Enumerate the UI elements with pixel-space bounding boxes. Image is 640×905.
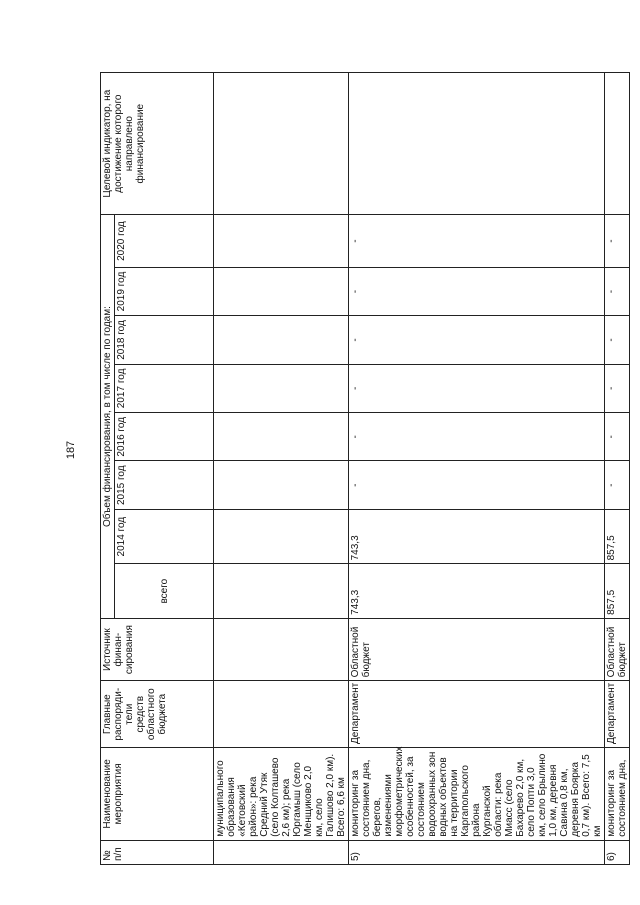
header-managers: Главные распоряди-тели средств областного бюджета: [101, 681, 214, 748]
row-num: 6): [605, 840, 630, 864]
row-2015: [214, 461, 349, 509]
header-2014: 2014 год: [115, 509, 214, 563]
row-2014: 743,3: [349, 509, 605, 563]
row-manager: Департамент: [605, 681, 630, 748]
row-2020: -: [349, 215, 605, 268]
table-frame: [100, 72, 628, 865]
header-row-1: [101, 73, 115, 865]
header-total: всего: [115, 564, 214, 618]
row-2019: -: [349, 267, 605, 315]
header-name: Наименование мероприятия: [101, 747, 214, 840]
row-2019: -: [605, 267, 630, 315]
row-num: 5): [349, 840, 605, 864]
row-2017: -: [605, 364, 630, 412]
row-2018: -: [605, 316, 630, 364]
table-row: [605, 73, 630, 865]
header-2020: 2020 год: [115, 215, 214, 268]
header-2019: 2019 год: [115, 267, 214, 315]
row-2016: -: [605, 413, 630, 461]
row-name: мониторинг за состоянием дна,: [605, 747, 630, 840]
row-total: [214, 564, 349, 618]
row-2016: [214, 413, 349, 461]
row-num: [214, 840, 349, 864]
row-2015: -: [349, 461, 605, 509]
row-name: муниципального образования «Кетовский район»: река Средний Утяк (село Колташево 2,6 км); река Юргамыш (село Менщиково 2,0 км, село Галишово 2,0 км). Всего: 6,6 км: [214, 747, 349, 840]
row-2020: [214, 215, 349, 268]
header-2018: 2018 год: [115, 316, 214, 364]
row-source: [214, 618, 349, 681]
row-2014: 857,5: [605, 509, 630, 563]
header-2016: 2016 год: [115, 413, 214, 461]
header-2017: 2017 год: [115, 364, 214, 412]
header-volume: Объем финансирования, в том числе по годам:: [101, 215, 115, 619]
row-name: мониторинг за состоянием дна, берегов, изменениями морфометрических особенностей, за состоянием водоохранных зон водных объектов на территории Каргапольского района Курганской области: река Миасс (село Бахарево 2,0 км, село Попти 3,0 км, село Брылино 1,0 км, деревня Савина 0,8 км, деревня Боярка 0,7 км). Всего: 7,5 км: [349, 747, 605, 840]
financing-table: [100, 72, 630, 865]
table-row: [349, 73, 605, 865]
row-total: 857,5: [605, 564, 630, 618]
table-row: [214, 73, 349, 865]
row-2015: -: [605, 461, 630, 509]
row-manager: Департамент: [349, 681, 605, 748]
row-2017: -: [349, 364, 605, 412]
row-source: Областной бюджет: [349, 618, 605, 681]
landscape-content: [100, 72, 628, 865]
row-indicator: [605, 73, 630, 215]
row-2014: [214, 509, 349, 563]
row-2020: -: [605, 215, 630, 268]
row-total: 743,3: [349, 564, 605, 618]
header-source: Источник финан-сирования: [101, 618, 214, 681]
row-2017: [214, 364, 349, 412]
header-num: № п/п: [101, 840, 214, 864]
row-manager: [214, 681, 349, 748]
row-2018: -: [349, 316, 605, 364]
row-2019: [214, 267, 349, 315]
row-2016: -: [349, 413, 605, 461]
row-2018: [214, 316, 349, 364]
row-source: Областной бюджет: [605, 618, 630, 681]
row-indicator: [214, 73, 349, 215]
page-number: 187: [65, 440, 77, 460]
header-2015: 2015 год: [115, 461, 214, 509]
header-indicator: Целевой индикатор, на достижение которого направлено финансирование: [101, 73, 214, 215]
row-indicator: [349, 73, 605, 215]
